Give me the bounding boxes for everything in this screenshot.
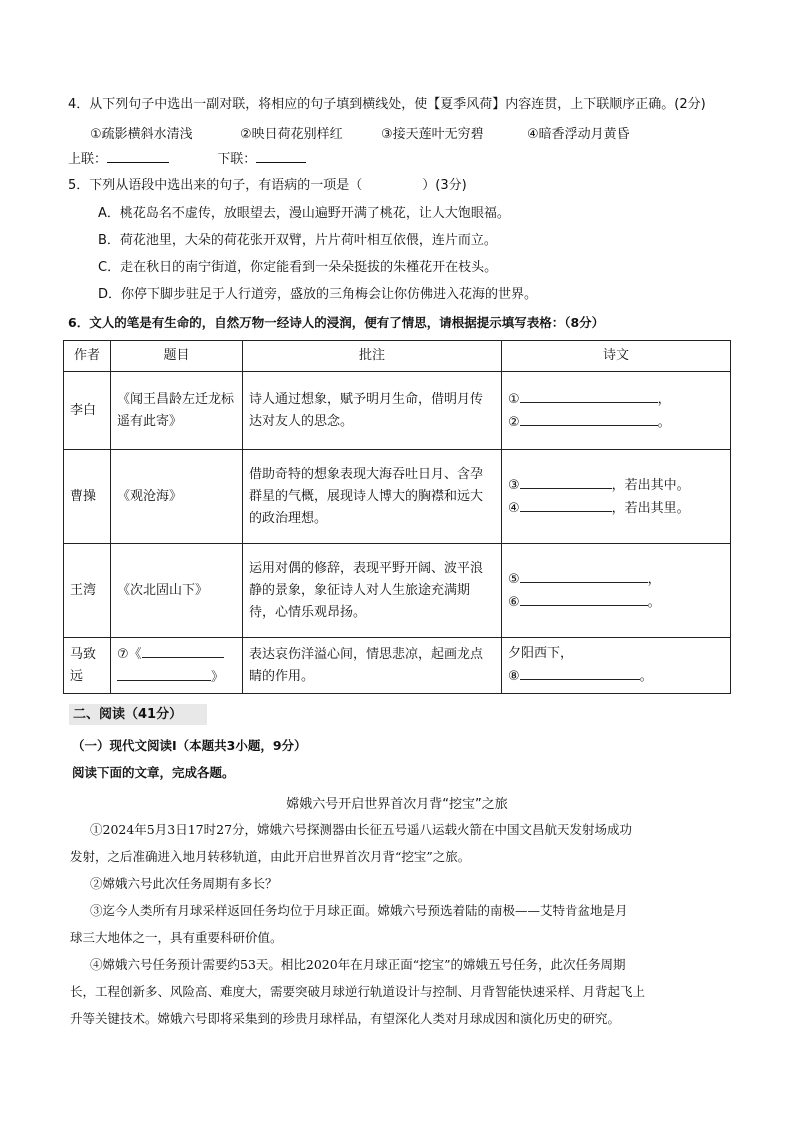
title-cell: 《次北固山下》	[111, 544, 243, 638]
section-heading: 二、阅读（41分）	[69, 704, 207, 725]
blank-6[interactable]	[520, 591, 648, 606]
q4-lower-blank[interactable]	[256, 150, 306, 163]
q4-upper-blank[interactable]	[107, 150, 169, 163]
article-paragraph: ③迄今人类所有月球采样返回任务均位于月球正面。嫦娥六号预选着陆的南极——艾特肯盆地是月 球三大地体之一，具有重要科研价值。	[70, 903, 628, 945]
article-paragraph: ④嫦娥六号任务预计需要约53天。相比2020年在月球正面“挖宝”的嫦娥五号任务，此次任务周期 长，工程创新多、风险高、难度大，需要突破月球逆行轨道设计与控制、月背智能快速采样、月背起飞上 升等关键技术。嫦娥六号即将采集到的珍贵月球样品，有望深化人类对月球成因和演化历史的研究。	[70, 957, 646, 1026]
title-cell: 《观沧海》	[111, 450, 243, 544]
q4-option-1: ①疏影横斜水清浅	[90, 127, 193, 142]
article-title: 嫦娥六号开启世界首次月背“挖宝”之旅	[286, 797, 508, 812]
subsection-heading: （一）现代文阅读Ⅰ（本题共3小题，9分）	[72, 738, 307, 753]
note-cell: 运用对偶的修辞，表现平野开阔、波平浪静的景象，象征诗人对人生旅途充满期待，心情乐观昂扬。	[243, 544, 502, 638]
q4-option-4: ④暗香浮动月黄昏	[527, 127, 630, 142]
title-cell: ⑦《 》	[111, 638, 243, 694]
header-note: 批注	[243, 341, 502, 372]
note-cell: 借助奇特的想象表现大海吞吐日月、含孕群星的气概，展现诗人博大的胸襟和远大的政治理想。	[243, 450, 502, 544]
blank-7b[interactable]	[117, 666, 211, 681]
blank-4[interactable]	[520, 497, 612, 512]
poem-table	[63, 340, 731, 694]
table-row	[64, 450, 731, 544]
author-cell: 王湾	[64, 544, 111, 638]
note-cell: 诗人通过想象，赋予明月生命，借明月传达对友人的思念。	[243, 372, 502, 450]
title-cell: 《闻王昌龄左迁龙标遥有此寄》	[111, 372, 243, 450]
blank-2[interactable]	[520, 411, 658, 426]
q4-lower-label: 下联：	[217, 152, 257, 167]
reading-instruction: 阅读下面的文章，完成各题。	[72, 765, 235, 780]
q4-option-3: ③接天莲叶无穷碧	[381, 127, 484, 142]
table-row	[64, 544, 731, 638]
table-header-row	[64, 341, 731, 372]
q5-option-b: B．荷花池里，大朵的荷花张开双臂，片片荷叶相互依偎，连片而立。	[98, 233, 497, 248]
header-poem: 诗文	[502, 341, 731, 372]
poem-cell: ⑤ ， ⑥ 。	[502, 544, 731, 638]
q5-option-d: D．你停下脚步驻足于人行道旁，盛放的三角梅会让你仿佛进入花海的世界。	[98, 287, 538, 302]
poem-cell: 夕阳西下， ⑧ 。	[502, 638, 731, 694]
author-cell: 李白	[64, 372, 111, 450]
q4-option-2: ②映日荷花别样红	[240, 127, 343, 142]
q4-stem: 4．从下列句子中选出一副对联，将相应的句子填到横线处，使【夏季风荷】内容连贯，上下联顺序正确。(2分)	[68, 97, 706, 112]
article-paragraph: ②嫦娥六号此次任务周期有多长？	[90, 876, 278, 891]
header-author: 作者	[64, 341, 111, 372]
q5-answer-blank[interactable]	[362, 177, 422, 189]
blank-1[interactable]	[520, 388, 658, 403]
table-row	[64, 372, 731, 450]
article-paragraph: ①2024年5月3日17时27分，嫦娥六号探测器由长征五号遥八运载火箭在中国文昌航天发射场成功 发射，之后准确进入地月转移轨道，由此开启世界首次月背“挖宝”之旅。	[70, 822, 633, 864]
blank-3[interactable]	[520, 474, 612, 489]
note-cell: 表达哀伤洋溢心间，情思悲凉，起画龙点睛的作用。	[243, 638, 502, 694]
q4-upper-label: 上联：	[68, 152, 108, 167]
blank-7a[interactable]	[142, 643, 224, 658]
q5-option-a: A．桃花岛名不虚传，放眼望去，漫山遍野开满了桃花，让人大饱眼福。	[98, 206, 510, 221]
poem-cell: ③ ，若出其中。 ④ ，若出其里。	[502, 450, 731, 544]
q4-answer-line	[68, 150, 306, 169]
author-cell: 马致远	[64, 638, 111, 694]
q6-stem: 6．文人的笔是有生命的，自然万物一经诗人的浸润，便有了情思，请根据提示填写表格：（8分）	[68, 315, 605, 330]
q5-stem-a: 5．下列从语段中选出来的句子，有语病的一项是（	[68, 178, 363, 193]
q5-option-c: C．走在秋日的南宁街道，你定能看到一朵朵挺拔的朱槿花开在枝头。	[98, 260, 498, 275]
header-title: 题目	[111, 341, 243, 372]
q5-stem	[68, 177, 467, 195]
blank-8[interactable]	[520, 665, 640, 680]
table-row	[64, 638, 731, 694]
q5-stem-b: ）(3分)	[422, 178, 467, 193]
blank-5[interactable]	[520, 568, 648, 583]
author-cell: 曹操	[64, 450, 111, 544]
poem-cell: ① ， ② 。	[502, 372, 731, 450]
